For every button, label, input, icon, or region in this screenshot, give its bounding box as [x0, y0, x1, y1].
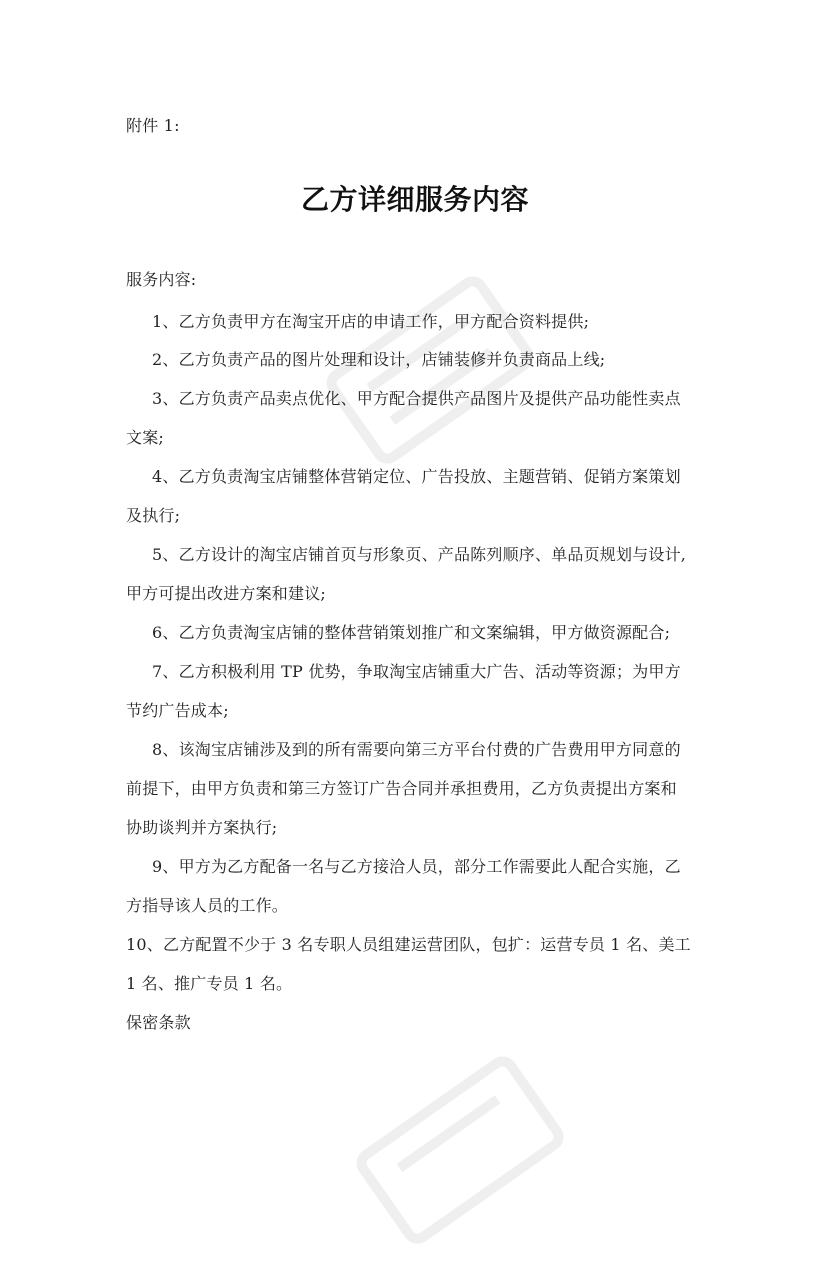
- attachment-label: 附件 1:: [126, 116, 180, 135]
- list-item-line: 文案;: [126, 428, 164, 447]
- list-item-line: 8、该淘宝店铺涉及到的所有需要向第三方平台付费的广告费用甲方同意的: [152, 740, 681, 759]
- list-item-line: 6、乙方负责淘宝店铺的整体营销策划推广和文案编辑，甲方做资源配合;: [152, 623, 671, 642]
- list-item-line: 1 名、推广专员 1 名。: [126, 974, 293, 993]
- list-item-line: 4、乙方负责淘宝店铺整体营销定位、广告投放、主题营销、促销方案策划: [152, 467, 681, 486]
- page-title: 乙方详细服务内容: [300, 183, 529, 216]
- list-item-line: 10、乙方配置不少于 3 名专职人员组建运营团队，包扩：运营专员 1 名、美工: [126, 935, 691, 954]
- list-item-line: 前提下，由甲方负责和第三方签订广告合同并承担费用，乙方负责提出方案和: [126, 779, 677, 798]
- list-item-line: 3、乙方负责产品卖点优化、甲方配合提供产品图片及提供产品功能性卖点: [152, 389, 681, 408]
- list-item-line: 及执行;: [126, 506, 181, 525]
- list-item-line: 协助谈判并方案执行;: [126, 818, 278, 837]
- section-heading: 服务内容:: [126, 270, 197, 289]
- list-item-line: 方指导该人员的工作。: [126, 896, 289, 915]
- list-item-line: 甲方可提出改进方案和建议;: [126, 584, 326, 603]
- list-item-line: 2、乙方负责产品的图片处理和设计，店铺装修并负责商品上线;: [152, 350, 606, 369]
- list-item-line: 7、乙方积极利用 TP 优势，争取淘宝店铺重大广告、活动等资源；为甲方: [152, 662, 681, 681]
- list-item-line: 5、乙方设计的淘宝店铺首页与形象页、产品陈列顺序、单品页规划与设计,: [152, 545, 687, 564]
- closing-heading: 保密条款: [126, 1013, 191, 1032]
- list-item-line: 9、甲方为乙方配备一名与乙方接洽人员，部分工作需要此人配合实施，乙: [152, 857, 681, 876]
- list-item-line: 1、乙方负责甲方在淘宝开店的申请工作，甲方配合资料提供;: [152, 312, 590, 331]
- list-item-line: 节约广告成本;: [126, 701, 229, 720]
